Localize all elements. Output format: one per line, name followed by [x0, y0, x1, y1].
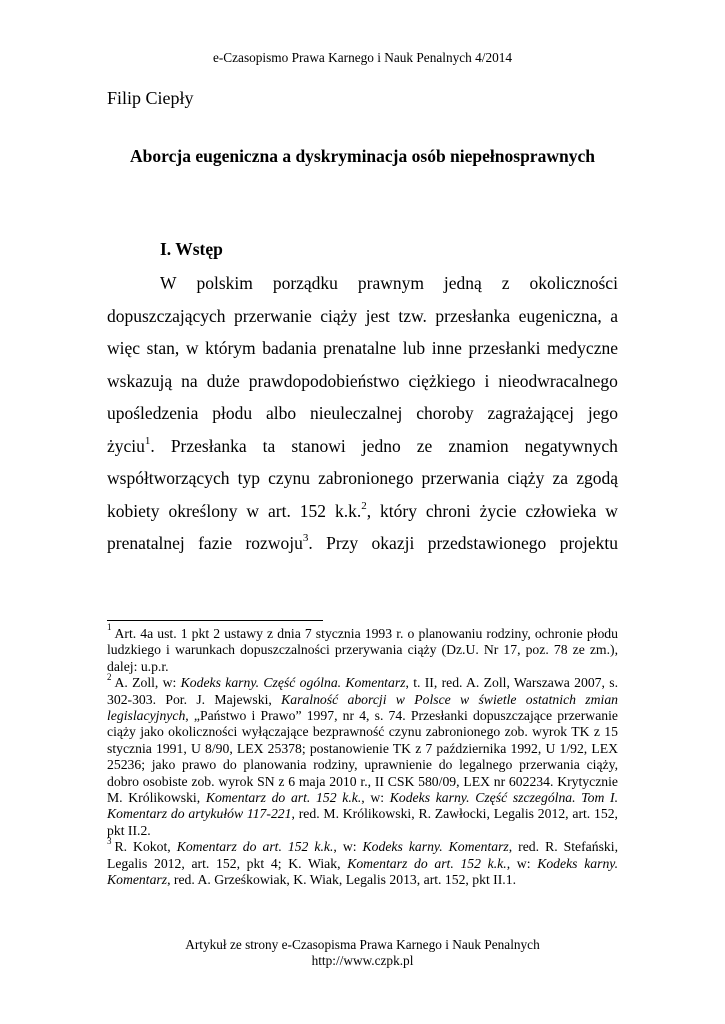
footnote-citation: Kodeks karny. Część szczególna. Tom I. Komentarz do artykułów 117-221	[107, 790, 619, 822]
body-word: kobiety	[107, 500, 160, 521]
footnote-number: 1	[107, 622, 112, 633]
body-word: w	[246, 500, 260, 521]
footnote-text: , red. M. Królikowski, R. Zawłocki, Legalis 2012, art. 152, pkt II.2.	[107, 806, 618, 838]
footnote-2	[107, 671, 619, 839]
body-word: choroby	[416, 403, 474, 423]
body-word: ciężkiego	[408, 370, 476, 391]
body-word: W	[160, 273, 177, 293]
footnote-citation: Komentarz do art. 152 k.k.	[347, 855, 507, 871]
body-word: nieuleczalnej	[310, 403, 403, 423]
body-word: przesłanka	[435, 305, 511, 326]
body-word: człowieka	[525, 500, 597, 521]
body-word: stanowi	[291, 435, 346, 456]
body-word: ta	[262, 435, 276, 456]
footnotes	[107, 622, 619, 889]
body-line	[107, 495, 618, 528]
body-word: współtworzących	[107, 468, 230, 488]
body-word: życiu$^1$.	[107, 434, 155, 456]
body-word: medyczne	[547, 338, 618, 358]
body-word: którym	[205, 338, 256, 358]
footnote-text: , t. II, red. A. Zoll, Warszawa 2007, s. 302-303. Por. J. Majewski,	[107, 675, 618, 707]
body-word: który	[380, 500, 417, 521]
body-word: negatywnych	[524, 435, 618, 456]
footnote-text: Art. 4a ust. 1 pkt 2 ustawy z dnia 7 stycznia 1993 r. o planowaniu rodziny, ochronie płodu ludzkiego i warunkach dopuszczalności przerywania ciąży (Dz.U. Nr 17, poz. 78 ze zm.), dalej: u.p.r.	[107, 626, 618, 674]
body-line	[107, 430, 618, 463]
body-word: upośledzenia	[107, 403, 199, 423]
body-word: ciąży	[320, 305, 358, 326]
body-word: więc	[107, 338, 141, 358]
body-word: duże	[206, 370, 240, 391]
body-word: na	[181, 370, 198, 391]
body-word: czynu	[268, 468, 310, 488]
footnote-text: , red. A. Grześkowiak, K. Wiak, Legalis 2013, art. 152, pkt II.1.	[167, 872, 516, 888]
footnote-text: , w:	[361, 790, 390, 806]
footnote-reference[interactable]: 2	[361, 499, 367, 512]
author-name: Filip Ciepły	[107, 88, 194, 108]
footnote-citation: Kodeks karny. Komentarz	[362, 839, 509, 855]
body-line	[107, 267, 618, 300]
body-word: k.k.$^2$,	[334, 499, 372, 521]
footer-source: Artykuł ze strony e-Czasopisma Prawa Karnego i Nauk Penalnych	[185, 937, 540, 952]
body-word: z	[501, 273, 510, 293]
article-title: Aborcja eugeniczna a dyskryminacja osób niepełnosprawnych	[130, 146, 595, 166]
body-word: art.	[267, 500, 291, 521]
body-word: życie	[479, 500, 517, 521]
footnote-citation: Komentarz do art. 152 k.k.	[205, 790, 362, 806]
body-word: lub	[402, 338, 426, 358]
body-word: projektu	[559, 533, 618, 553]
body-line	[107, 300, 618, 333]
footnote-reference[interactable]: 3	[302, 532, 309, 545]
body-word: za	[552, 468, 569, 488]
body-word: nieodwracalnego	[498, 370, 618, 391]
body-word: zabronionego	[318, 468, 414, 488]
footnote-3	[107, 835, 619, 888]
body-word: zgodą	[576, 468, 618, 488]
footnote-reference[interactable]: 1	[144, 434, 151, 447]
footer-url: http://www.czpk.pl	[311, 953, 414, 968]
footnote-text: , w:	[333, 839, 363, 855]
body-word: badania	[262, 338, 317, 358]
body-word: typ	[237, 468, 260, 488]
body-word: stan,	[146, 338, 180, 358]
footnote-text: R. Kokot,	[114, 839, 177, 855]
body-word: albo	[266, 403, 297, 423]
footnote-citation: Karalność aborcji w Polsce w świetle ostatnich zmian legislacyjnych	[107, 691, 619, 724]
body-word: okoliczności	[529, 273, 618, 293]
footnote-citation: Komentarz do art. 152 k.k.	[176, 839, 334, 855]
body-line	[107, 397, 618, 430]
body-line	[107, 365, 618, 398]
section-heading: I. Wstęp	[160, 239, 223, 259]
footnote-text: , w:	[506, 855, 538, 871]
footnote-separator	[107, 620, 323, 621]
body-line	[107, 527, 618, 560]
body-word: w	[185, 338, 199, 358]
body-word: prenatalne	[323, 338, 397, 358]
body-word: Przesłanka	[170, 435, 247, 456]
body-word: prawdopodobieństwo	[248, 370, 400, 391]
body-word: eugeniczna,	[518, 305, 602, 326]
body-word: przerwania	[421, 468, 500, 488]
footnote-citation: Kodeks karny. Komentarz	[107, 855, 619, 888]
body-line	[107, 462, 618, 495]
footnote-number: 2	[107, 671, 112, 682]
body-word: jedną	[443, 273, 482, 293]
punctuation: ,	[366, 500, 372, 521]
body-word: płodu	[212, 403, 253, 423]
body-word: a	[610, 305, 618, 326]
footnote-number: 3	[107, 835, 112, 846]
body-word: prawnym	[357, 273, 424, 293]
footnote-text: A. Zoll, w:	[114, 675, 181, 691]
footnote-text: , red. R. Stefański, Legalis 2012, art. 152, pkt 4; K. Wiak,	[107, 839, 618, 871]
body-word: jego	[587, 403, 618, 423]
punctuation: .	[308, 533, 313, 553]
punctuation: .	[150, 435, 155, 456]
body-word: określony	[168, 500, 238, 521]
body-word: jedno	[361, 435, 401, 456]
body-word: ze	[416, 435, 433, 456]
body-word: rozwoju$^3$.	[245, 532, 313, 553]
body-word: wskazują	[107, 370, 173, 391]
body-word: przedstawionego	[427, 533, 547, 553]
body-text	[107, 267, 618, 560]
body-word: znamion	[448, 435, 509, 456]
body-word: dopuszczających	[107, 305, 226, 326]
body-word: 152	[299, 500, 327, 521]
body-word: tzw.	[398, 305, 427, 326]
body-word: polskim	[196, 273, 253, 293]
body-word: w	[605, 500, 618, 521]
body-word: i	[484, 370, 490, 391]
body-word: chroni	[425, 500, 471, 521]
body-line	[107, 332, 618, 365]
body-word: okazji	[371, 533, 415, 553]
body-word: fazie	[198, 533, 233, 553]
footnote-citation: Kodeks karny. Część ogólna. Komentarz	[180, 675, 406, 691]
body-word: zagrażającej	[487, 403, 574, 423]
body-word: prenatalnej	[107, 533, 185, 553]
body-word: inne	[431, 338, 462, 358]
body-word: ciąży	[507, 468, 545, 488]
footnote-1	[107, 622, 618, 675]
body-word: jest	[365, 305, 390, 326]
footnote-text: , „Państwo i Prawo” 1997, nr 4, s. 74. Przesłanki dopuszczające przerwanie ciąży jako okoliczności wyłączające bezprawność czynu zabronionego zob. wyrok TK z 15 stycznia 1991, U 8/90, LEX 25378; postanowienie TK z 7 października 1992, U 1/92, LEX 25236; jako prawo do planowania rodziny, uprawnienie do legalnego przerwania ciąży, dobro osobiste zob. wyrok SN z 6 maja 2010 r., II CSK 580/09, LEX nr 602234. Krytycznie M. Królikowski,	[107, 708, 618, 806]
running-header: e-Czasopismo Prawa Karnego i Nauk Penalnych 4/2014	[212, 50, 513, 65]
page-footer	[0, 937, 725, 969]
body-word: przesłanki	[468, 338, 541, 358]
body-word: porządku	[272, 273, 338, 293]
body-word: Przy	[326, 533, 359, 553]
body-word: przerwanie	[234, 305, 312, 326]
